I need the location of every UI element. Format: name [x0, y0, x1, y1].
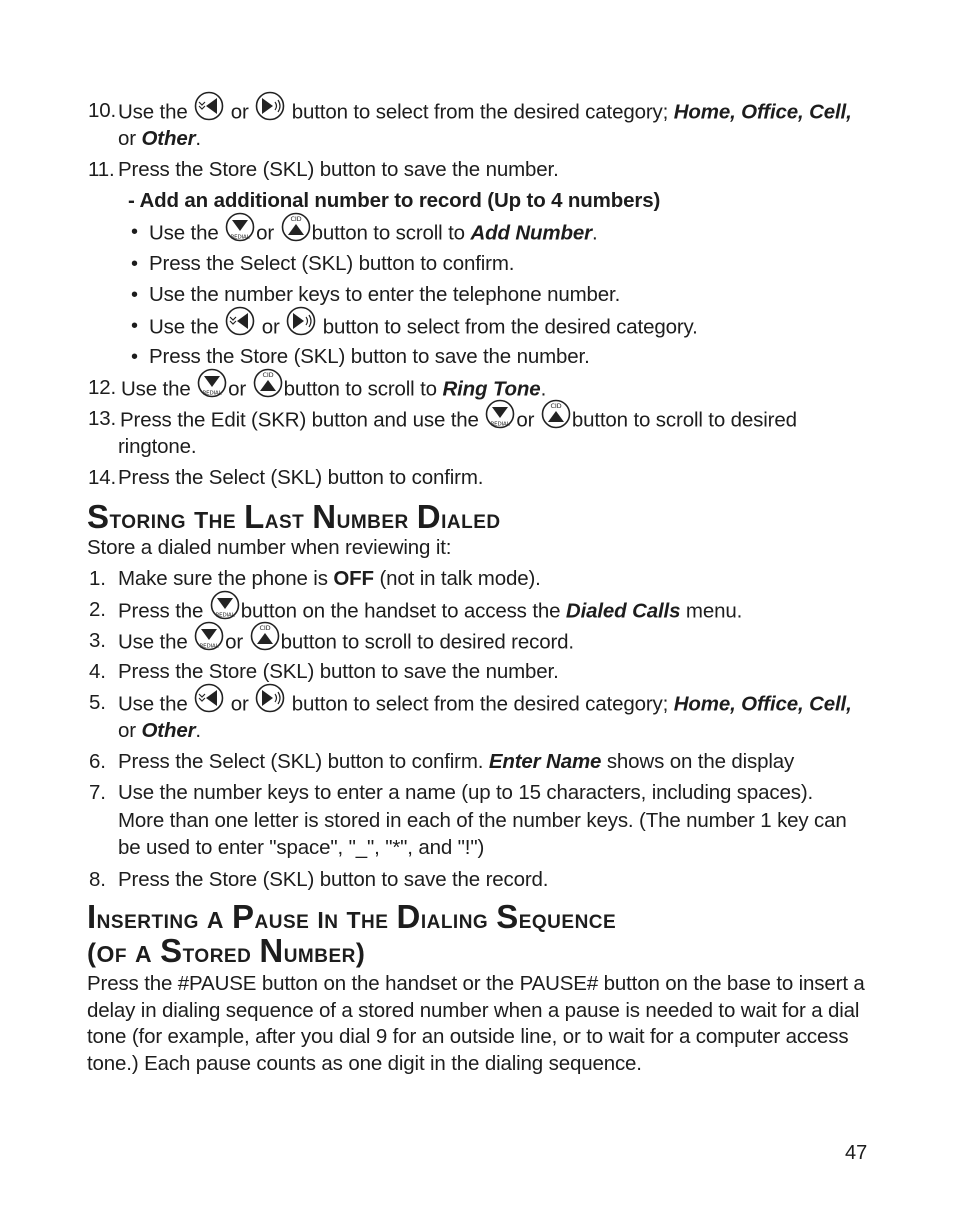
up-cid-icon	[541, 399, 571, 437]
manual-page: 10. Use the or button to select from the desired category; Home, Office, Cell, or Other. 11. Press the Store (SKL) button to save the number. - Add an additional number to record (Up to 4 numbers) • Use the REDIAL or CID button to scroll to Add Number. • Press the Select (SKL) button to confirm. • Use the number keys to enter the telephone number. • Use the or button to select from the desired category. • Press the Store (SKL) button to save the number. 12. Use the REDIAL or CID button to scroll to Ring Tone. 13. Press the Edit (SKR) button and use the REDIAL or CID button to scroll to desired ringtone. 14. Press the Select (SKL) button to confirm. Storing the Last Number Dialed Store a dialed number when reviewing it: 1. Make sure the phone is OFF (not in talk mode). 2. Press the REDIAL button on the handset to access the Dialed Calls menu. 3. Use the REDIAL or CID button to scroll to desired record. 4. Press the Store (SKL) button to save the number. 5. Use the or button to select from the desired category; Home, Office, Cell, or Other. 6. Press the Select (SKL) button to confirm. Enter Name shows on the display 7. Use the number keys to enter a name (up to 15 characters, including spaces). More than one letter is stored in each of the number keys. (The number 1 key can be used to enter "space", "_", "*", and "!") 8. Press the Store (SKL) button to save the record. Inserting a Pause in the Dialing Sequence (of a Stored Number) Press the #PAUSE button on the handset or the PAUSE# button on the base to insert a delay in dialing sequence of a stored number when a pause is needed to wait for a dial tone (for example, after you dial 9 for an outside line, or to wait for a computer access tone.) Each pause counts as one digit in the dialing sequence. 47	[0, 0, 954, 1215]
up-cid-icon	[281, 212, 311, 250]
bullet-dot: •	[131, 221, 138, 243]
step-text: Use the	[118, 100, 188, 124]
down-redial-icon	[485, 399, 515, 437]
section-heading-storing: Storing the Last Number Dialed	[87, 498, 501, 535]
bullet-dot: •	[131, 346, 138, 368]
left-volume-icon	[194, 91, 224, 129]
svg-text:REDIAL: REDIAL	[490, 421, 510, 428]
svg-text:REDIAL: REDIAL	[199, 643, 219, 650]
down-redial-icon	[197, 368, 227, 406]
section-heading-pause-line-2: (of a Stored Number)	[87, 932, 366, 969]
svg-text:REDIAL: REDIAL	[215, 612, 235, 619]
pause-paragraph: Press the #PAUSE button on the handset or the PAUSE# button on the base to insert a delay in dialing sequence of a stored number when a pause is needed to wait for a dial tone (for example, after you dial 9 for an outside line, or to wait for a computer access tone.) Each pause counts as one digit in the dialing sequence.	[87, 972, 865, 1075]
bullet-dot: •	[131, 315, 138, 337]
svg-text:CID: CID	[290, 215, 302, 223]
category-list: Home, Office, Cell,	[673, 100, 852, 124]
svg-text:CID: CID	[259, 624, 271, 632]
svg-text:REDIAL: REDIAL	[230, 234, 250, 241]
up-cid-icon	[253, 368, 283, 406]
section-heading-pause: Inserting a Pause in the Dialing Sequence	[87, 898, 617, 935]
svg-text:REDIAL: REDIAL	[202, 390, 222, 397]
left-volume-icon	[194, 683, 224, 721]
svg-text:CID: CID	[262, 371, 274, 379]
up-cid-icon	[250, 621, 280, 659]
right-volume-icon	[255, 91, 285, 129]
right-volume-icon	[286, 306, 316, 344]
left-volume-icon	[225, 306, 255, 344]
down-redial-icon	[194, 621, 224, 659]
right-volume-icon	[255, 683, 285, 721]
page-number: 47	[845, 1142, 868, 1164]
bullet-dot: •	[131, 284, 138, 306]
down-redial-icon	[225, 212, 255, 250]
bullet-dot: •	[131, 253, 138, 275]
svg-text:CID: CID	[550, 402, 562, 410]
